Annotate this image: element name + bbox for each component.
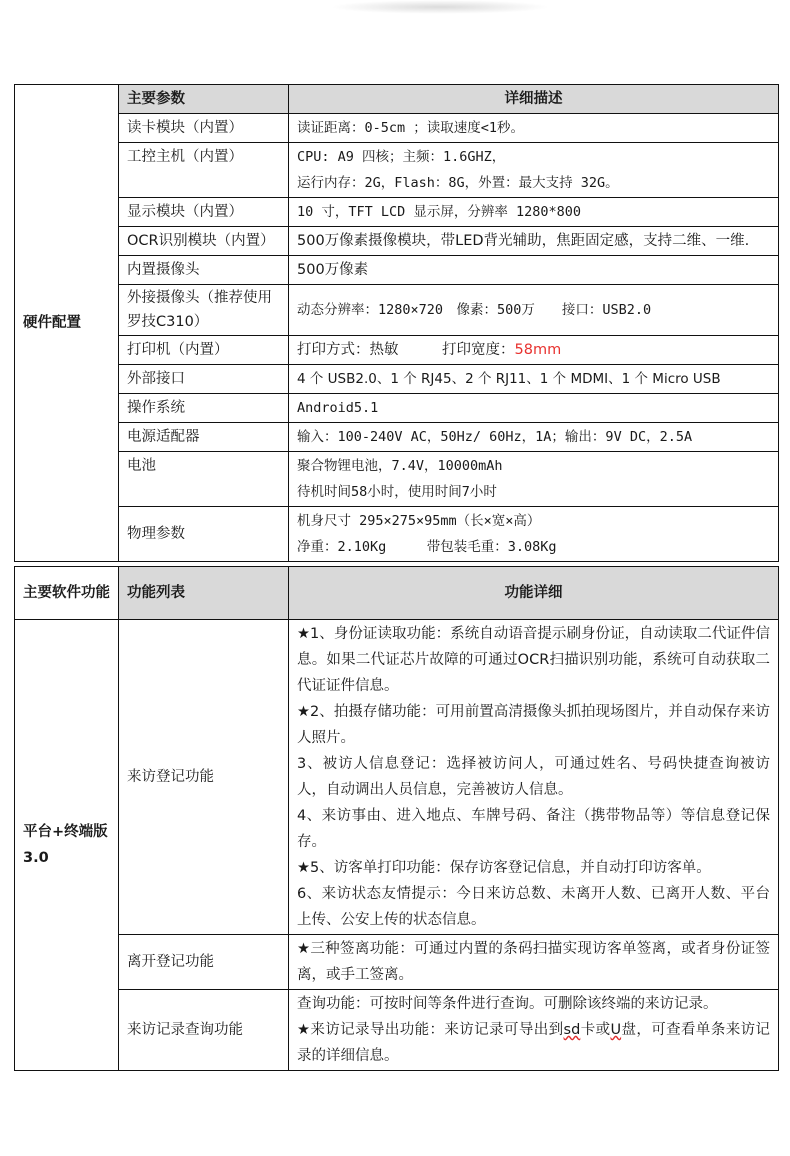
param-desc: 4 个 USB2.0、1 个 RJ45、2 个 RJ11、1 个 MDMI、1 个 Micro USB <box>289 365 779 394</box>
table-row <box>15 227 779 256</box>
header-main-params: 主要参数 <box>119 85 289 114</box>
feature-row <box>15 620 779 935</box>
param-name: 工控主机（内置） <box>119 143 289 198</box>
export-text-u: U <box>610 1022 622 1038</box>
table-row <box>15 507 779 562</box>
param-name: 读卡模块（内置） <box>119 114 289 143</box>
param-name: 外接摄像头（推荐使用罗技C310） <box>119 285 289 336</box>
table-row <box>15 423 779 452</box>
hardware-header-row <box>15 85 779 114</box>
table-row <box>15 394 779 423</box>
feature-detail-line: ★2、拍摄存储功能：可用前置高清摄像头抓拍现场图片，并自动保存来访人照片。 <box>297 704 770 746</box>
param-desc-line: 待机时间58小时，使用时间7小时 <box>297 484 497 500</box>
param-desc <box>289 336 779 365</box>
param-name: 外部接口 <box>119 365 289 394</box>
param-name: 打印机（内置） <box>119 336 289 365</box>
param-name: 电池 <box>119 452 289 507</box>
param-desc: Android5.1 <box>289 394 779 423</box>
param-desc <box>289 143 779 198</box>
param-desc: 输入：100-240V AC，50Hz/ 60Hz，1A；输出：9V DC，2.5A <box>289 423 779 452</box>
param-desc: 500万像素摄像模块，带LED背光辅助，焦距固定感，支持二维、一维. <box>289 227 779 256</box>
param-name: 电源适配器 <box>119 423 289 452</box>
top-shadow <box>330 0 550 14</box>
feature-detail-line: 4、来访事由、进入地点、车牌号码、备注（携带物品等）等信息登记保存。 <box>297 808 770 850</box>
feature-detail-line: ★1、身份证读取功能：系统自动语音提示刷身份证，自动读取二代证件信息。如果二代证芯片故障的可通过OCR扫描识别功能，系统可自动获取二代证证件信息。 <box>297 626 770 694</box>
printer-width-value: 58mm <box>514 342 562 358</box>
hardware-section-label: 硬件配置 <box>15 85 119 562</box>
feature-details <box>289 620 779 935</box>
platform-label: 平台+终端版 3.0 <box>15 620 119 1071</box>
header-function-detail: 功能详细 <box>289 567 779 620</box>
feature-name: 离开登记功能 <box>119 935 289 990</box>
feature-row <box>15 935 779 990</box>
param-name: 显示模块（内置） <box>119 198 289 227</box>
export-text-mid: 卡或 <box>580 1022 611 1038</box>
feature-detail-line: 3、被访人信息登记：选择被访问人，可通过姓名、号码快捷查询被访人，自动调出人员信息，完善被访人信息。 <box>297 756 770 798</box>
header-detail-desc: 详细描述 <box>289 85 779 114</box>
table-row <box>15 336 779 365</box>
export-text-prefix: ★来访记录导出功能：来访记录可导出到 <box>297 1022 564 1038</box>
param-name: 物理参数 <box>119 507 289 562</box>
param-desc <box>289 507 779 562</box>
param-desc-line: 净重：2.10Kg 带包装毛重：3.08Kg <box>297 539 557 555</box>
feature-detail-line: ★5、访客单打印功能：保存访客登记信息，并自动打印访客单。 <box>297 860 711 876</box>
param-desc-line: CPU: A9 四核；主频：1.6GHZ， <box>297 149 506 165</box>
feature-name: 来访登记功能 <box>119 620 289 935</box>
table-row <box>15 256 779 285</box>
table-row <box>15 114 779 143</box>
feature-detail-line: 6、来访状态友情提示：今日来访总数、未离开人数、已离开人数、平台上传、公安上传的状态信息。 <box>297 886 770 928</box>
table-row <box>15 198 779 227</box>
printer-desc-text: 打印方式：热敏 打印宽度： <box>297 342 515 358</box>
feature-details <box>289 990 779 1071</box>
param-name: 内置摄像头 <box>119 256 289 285</box>
param-desc-line: 聚合物锂电池，7.4V，10000mAh <box>297 458 503 474</box>
param-desc: 10 寸，TFT LCD 显示屏，分辨率 1280*800 <box>289 198 779 227</box>
table-row <box>15 143 779 198</box>
table-row <box>15 285 779 336</box>
feature-detail-line: ★三种签离功能：可通过内置的条码扫描实现访客单签离，或者身份证签离，或手工签离。 <box>297 941 770 983</box>
spec-table <box>14 84 779 1071</box>
param-name: 操作系统 <box>119 394 289 423</box>
feature-row <box>15 990 779 1071</box>
feature-name: 来访记录查询功能 <box>119 990 289 1071</box>
param-name: OCR识别模块（内置） <box>119 227 289 256</box>
header-function-list: 功能列表 <box>119 567 289 620</box>
param-desc-line: 运行内存：2G，Flash：8G，外置：最大支持 32G。 <box>297 175 619 191</box>
feature-details <box>289 935 779 990</box>
software-section-label: 主要软件功能 <box>15 567 119 620</box>
software-header-row <box>15 567 779 620</box>
param-desc <box>289 452 779 507</box>
param-desc: 500万像素 <box>289 256 779 285</box>
table-row <box>15 365 779 394</box>
export-text-suffix: 盘，可查看单条来访记录的详细信息。 <box>297 1022 770 1064</box>
table-row <box>15 452 779 507</box>
param-desc-line: 机身尺寸 295×275×95mm（长×宽×高） <box>297 513 541 529</box>
export-text-sd: sd <box>563 1022 581 1038</box>
feature-detail-line: 查询功能：可按时间等条件进行查询。可删除该终端的来访记录。 <box>297 996 718 1012</box>
param-desc: 读证距离：0-5cm ；读取速度<1秒。 <box>289 114 779 143</box>
param-desc: 动态分辨率：1280×720 像素：500万 接口：USB2.0 <box>289 285 779 336</box>
feature-detail-line <box>297 1017 770 1069</box>
